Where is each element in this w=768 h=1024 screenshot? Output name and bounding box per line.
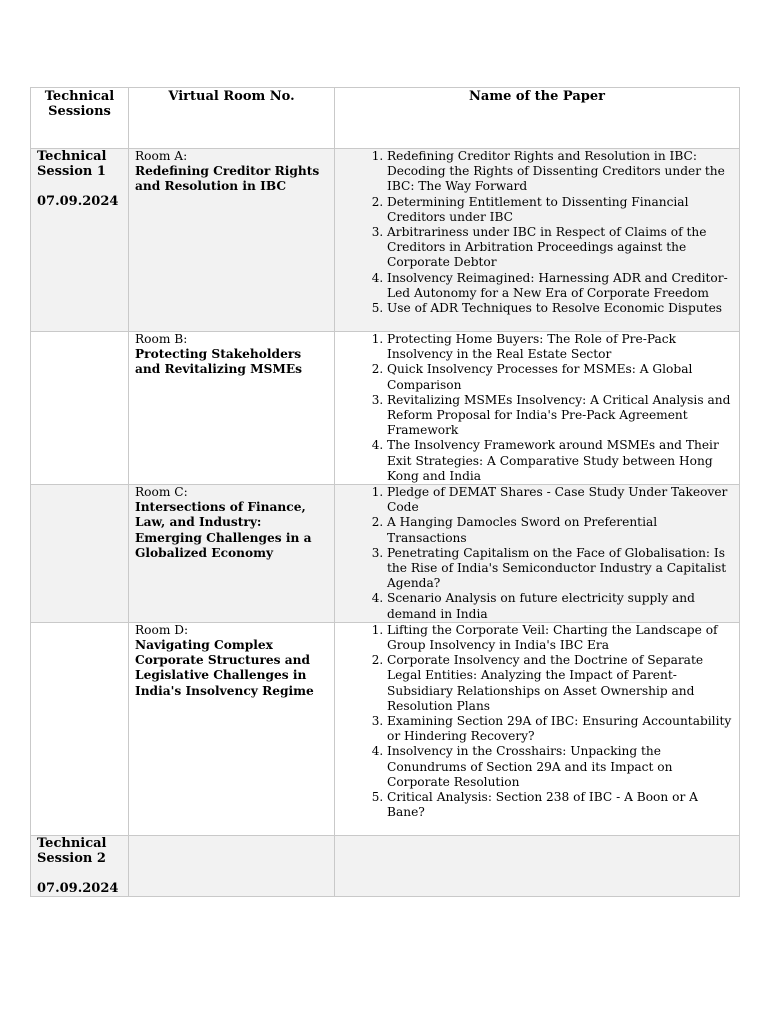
session-cell bbox=[31, 835, 129, 897]
paper-item: 4. Scenario Analysis on future electricity supply and demand in India bbox=[387, 591, 733, 621]
room-name: Redefining Creditor Rights and Resolution in IBC bbox=[135, 164, 320, 194]
room-name: Navigating Complex Corporate Structures and Legislative Challenges in India's Insolvency Regime bbox=[135, 638, 314, 698]
header-sessions: Technical Sessions bbox=[31, 88, 129, 149]
room-name: Intersections of Finance, Law, and Industry: Emerging Challenges in a Globalized Economy bbox=[135, 500, 312, 560]
room-label: Room B: bbox=[135, 332, 188, 346]
papers-cell bbox=[335, 332, 740, 485]
papers-cell bbox=[335, 622, 740, 835]
papers-cell bbox=[335, 149, 740, 332]
session-name: Technical Session 1 bbox=[37, 149, 107, 180]
papers-list bbox=[335, 332, 739, 484]
room-label: Room D: bbox=[135, 622, 189, 637]
room-cell bbox=[129, 332, 335, 485]
header-paper: Name of the Paper bbox=[335, 88, 740, 149]
paper-item: 1. Lifting the Corporate Veil: Charting the Landscape of Group Insolvency in India's IBC Era bbox=[387, 623, 733, 653]
papers-list bbox=[335, 485, 739, 622]
header-room: Virtual Room No. bbox=[129, 88, 335, 149]
room-label: Room C: bbox=[135, 485, 188, 500]
paper-item: 2. Determining Entitlement to Dissenting Financial Creditors under IBC bbox=[387, 195, 733, 225]
room-cell bbox=[129, 149, 335, 332]
papers-list bbox=[335, 623, 739, 821]
room-name: Protecting Stakeholders and Revitalizing MSMEs bbox=[135, 347, 303, 377]
paper-item: 3. Arbitrariness under IBC in Respect of Claims of the Creditors in Arbitration Proceedings against the Corporate Debtor bbox=[387, 225, 733, 271]
session-cell bbox=[31, 332, 129, 485]
paper-item: 2. Quick Insolvency Processes for MSMEs: A Global Comparison bbox=[387, 362, 733, 392]
paper-item: 2. A Hanging Damocles Sword on Preferential Transactions bbox=[387, 515, 733, 545]
session-cell bbox=[31, 485, 129, 623]
paper-item: 3. Examining Section 29A of IBC: Ensuring Accountability or Hindering Recovery? bbox=[387, 714, 733, 744]
session-name: Technical Session 2 bbox=[37, 835, 107, 867]
session-date: 07.09.2024 bbox=[37, 881, 119, 897]
paper-item: 1. Redefining Creditor Rights and Resolution in IBC: Decoding the Rights of Dissenting Creditors under the IBC: The Way Forward bbox=[387, 149, 733, 195]
table-row bbox=[31, 835, 740, 897]
papers-cell bbox=[335, 485, 740, 623]
room-cell bbox=[129, 622, 335, 835]
paper-item: 1. Protecting Home Buyers: The Role of Pre-Pack Insolvency in the Real Estate Sector bbox=[387, 332, 733, 362]
paper-item: 1. Pledge of DEMAT Shares - Case Study Under Takeover Code bbox=[387, 485, 733, 515]
room-cell bbox=[129, 835, 335, 897]
papers-list bbox=[335, 149, 739, 316]
paper-item: 3. Revitalizing MSMEs Insolvency: A Critical Analysis and Reform Proposal for India's Pre-Pack Agreement Framework bbox=[387, 393, 733, 439]
table-row bbox=[31, 149, 740, 332]
room-label: Room A: bbox=[135, 149, 188, 163]
papers-cell bbox=[335, 835, 740, 897]
session-cell bbox=[31, 149, 129, 332]
room-cell bbox=[129, 485, 335, 623]
table-row bbox=[31, 485, 740, 623]
technical-sessions-table bbox=[30, 87, 740, 897]
paper-item: 5. Critical Analysis: Section 238 of IBC - A Boon or A Bane? bbox=[387, 790, 733, 820]
session-cell bbox=[31, 622, 129, 835]
paper-item: 4. The Insolvency Framework around MSMEs and Their Exit Strategies: A Comparative Study between Hong Kong and India bbox=[387, 438, 733, 484]
paper-item: 3. Penetrating Capitalism on the Face of Globalisation: Is the Rise of India's Semiconductor Industry a Capitalist Agenda? bbox=[387, 546, 733, 592]
paper-item: 4. Insolvency Reimagined: Harnessing ADR and Creditor-Led Autonomy for a New Era of Corporate Freedom bbox=[387, 271, 733, 301]
paper-item: 2. Corporate Insolvency and the Doctrine of Separate Legal Entities: Analyzing the Impact of Parent-Subsidiary Relationships on Asset Ownership and Resolution Plans bbox=[387, 653, 733, 714]
table-row bbox=[31, 622, 740, 835]
paper-item: 5. Use of ADR Techniques to Resolve Economic Disputes bbox=[387, 301, 733, 316]
table-header-row bbox=[31, 88, 740, 149]
session-date: 07.09.2024 bbox=[37, 194, 119, 210]
paper-item: 4. Insolvency in the Crosshairs: Unpacking the Conundrums of Section 29A and its Impact on Corporate Resolution bbox=[387, 744, 733, 790]
table-row bbox=[31, 332, 740, 485]
